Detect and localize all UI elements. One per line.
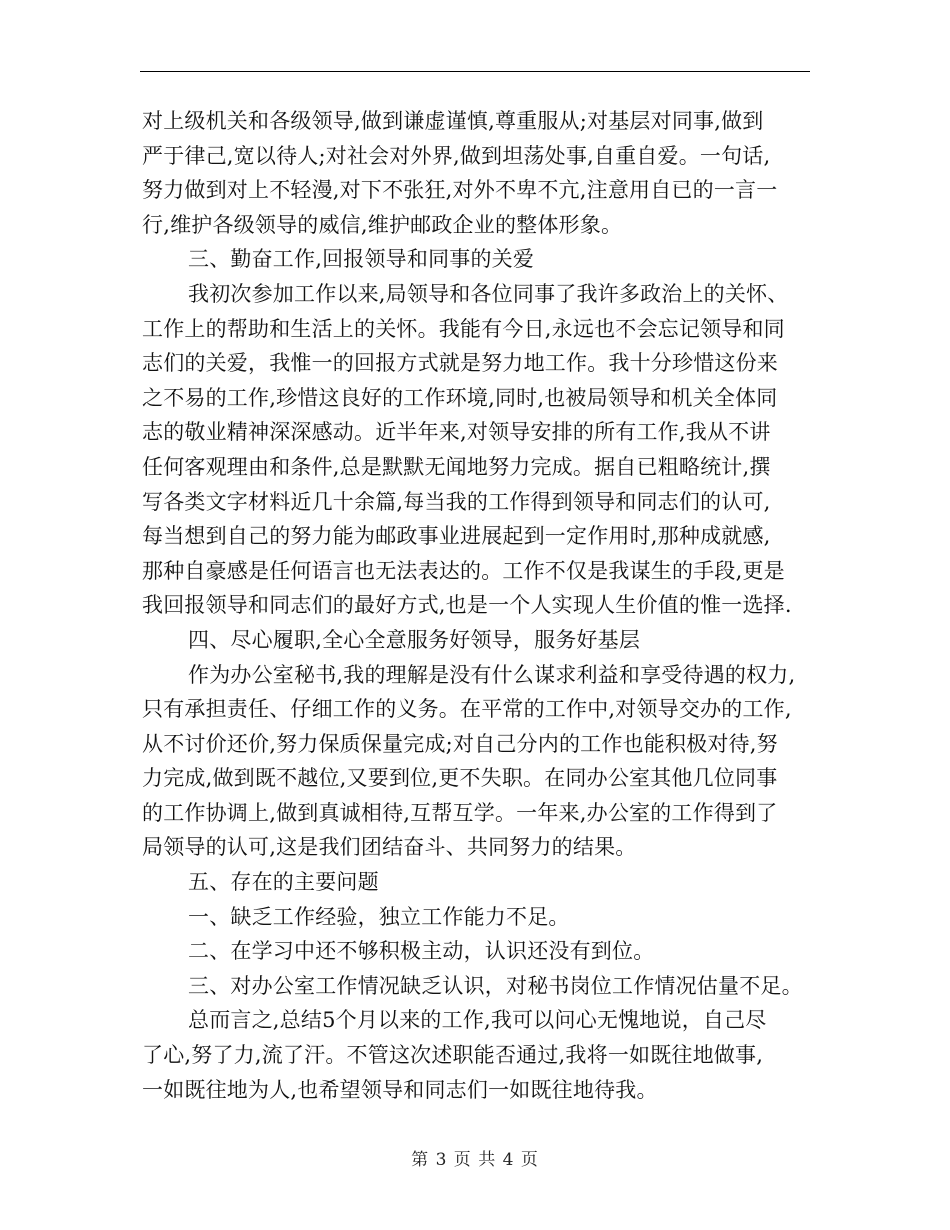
text-line: 志的敬业精神深深感动。近半年来,对领导安排的所有工作,我从不讲: [142, 420, 771, 445]
text-line: 写各类文字材料近几十余篇,每当我的工作得到领导和同志们的认可,: [142, 489, 771, 514]
text-line: 力完成,做到既不越位,又要到位,更不失职。在同办公室其他几位同事: [142, 766, 778, 791]
text-line: 那种自豪感是任何语言也无法表达的。工作不仅是我谋生的手段,更是: [142, 558, 785, 583]
document-body: [142, 104, 814, 1107]
text-line: 工作上的帮助和生活上的关怀。我能有今日,永远也不会忘记领导和同: [142, 316, 785, 341]
text-line: 每当想到自己的努力能为邮政事业进展起到一定作用时,那种成就感,: [142, 524, 771, 549]
text-line: 三、对办公室工作情况缺乏认识，对秘书岗位工作情况估量不足。: [188, 973, 803, 998]
text-line: 行,维护各级领导的威信,维护邮政企业的整体形象。: [142, 212, 623, 237]
text-line: 严于律己,宽以待人;对社会对外界,做到坦荡处事,自重自爱。一句话,: [142, 143, 771, 168]
text-line: 我初次参加工作以来,局领导和各位同事了我许多政治上的关怀、: [188, 281, 789, 306]
text-line: 作为办公室秘书,我的理解是没有什么谋求利益和享受待遇的权力,: [188, 662, 796, 687]
text-line: 了心,努了力,流了汗。不管这次述职能否通过,我将一如既往地做事,: [142, 1043, 764, 1068]
text-line: 二、在学习中还不够积极主动，认识还没有到位。: [188, 939, 655, 964]
text-line: 只有承担责任、仔细工作的义务。在平常的工作中,对领导交办的工作,: [142, 697, 792, 722]
text-line: 一如既往地为人,也希望领导和同志们一如既往地待我。: [142, 1077, 658, 1102]
text-line: 三、勤奋工作,回报领导和同事的关爱: [188, 247, 535, 272]
page-number-footer: 第 3 页 共 4 页: [411, 1150, 539, 1170]
text-line: 志们的关爱，我惟一的回报方式就是努力地工作。我十分珍惜这份来: [142, 351, 778, 376]
text-line: 的工作协调上,做到真诚相待,互帮互学。一年来,办公室的工作得到了: [142, 800, 778, 825]
text-line: 之不易的工作,珍惜这良好的工作环境,同时,也被局领导和机关全体同: [142, 385, 778, 410]
text-line: 我回报领导和同志们的最好方式,也是一个人实现人生价值的惟一选择.: [142, 593, 792, 618]
text-line: 总而言之,总结5个月以来的工作,我可以问心无愧地说，自己尽: [188, 1008, 767, 1033]
text-line: 五、存在的主要问题: [188, 870, 379, 895]
header-rule: [140, 71, 810, 72]
text-line: 四、尽心履职,全心全意服务好领导，服务好基层: [188, 627, 641, 652]
text-line: 任何客观理由和条件,总是默默无闻地努力完成。据自已粗略统计,撰: [142, 454, 771, 479]
text-line: 努力做到对上不轻漫,对下不张狂,对外不卑不亢,注意用自已的一言一: [142, 178, 778, 203]
text-line: 局领导的认可,这是我们团结奋斗、共同努力的结果。: [142, 835, 637, 860]
text-line: 从不讨价还价,努力保质保量完成;对自己分内的工作也能积极对待,努: [142, 731, 778, 756]
text-line: 对上级机关和各级领导,做到谦虚谨慎,尊重服从;对基层对同事,做到: [142, 109, 764, 133]
text-line: 一、缺乏工作经验，独立工作能力不足。: [188, 904, 570, 929]
